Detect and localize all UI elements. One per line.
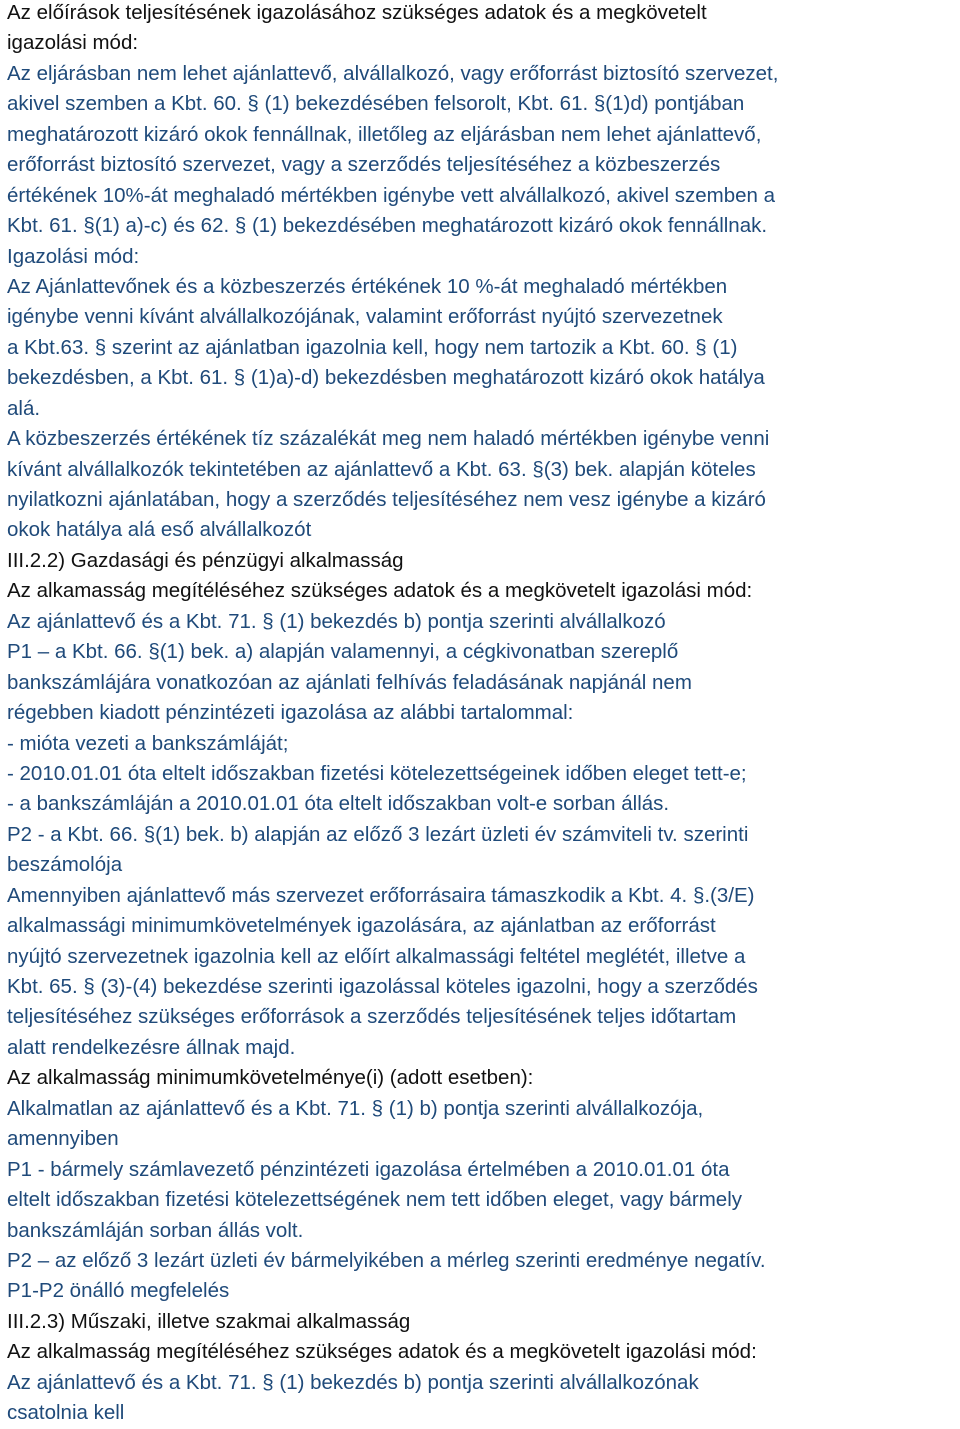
text-line: III.2.3) Műszaki, illetve szakmai alkalmasság [7, 1309, 411, 1333]
text-line: régebben kiadott pénzintézeti igazolása az alábbi tartalommal: [7, 701, 574, 725]
text-line: Alkalmatlan az ajánlattevő és a Kbt. 71. § (1) b) pontja szerinti alvállalkozója, [7, 1096, 704, 1120]
text-line: P2 – az előző 3 lezárt üzleti év bármelyikében a mérleg szerinti eredménye negatív. [7, 1248, 766, 1272]
text-line: alatt rendelkezésre állnak majd. [7, 1035, 296, 1059]
text-line: bekezdésben, a Kbt. 61. § (1)a)-d) bekezdésben meghatározott kizáró okok hatálya [7, 366, 765, 390]
text-line: alkalmassági minimumkövetelmények igazolására, az ajánlatban az erőforrást [7, 914, 716, 938]
text-line: beszámolója [7, 853, 123, 877]
text-line: bankszámlájára vonatkozóan az ajánlati felhívás feladásának napjánál nem [7, 670, 692, 694]
text-line: A közbeszerzés értékének tíz százalékát meg nem haladó mértékben igénybe venni [7, 427, 770, 451]
text-line: P1 – a Kbt. 66. §(1) bek. a) alapján valamennyi, a cégkivonatban szereplő [7, 640, 679, 664]
text-line: csatolnia kell [7, 1401, 125, 1425]
text-line: Kbt. 65. § (3)-(4) bekezdése szerinti igazolással köteles igazolni, hogy a szerződés [7, 975, 758, 998]
text-line: kívánt alvállalkozók tekintetében az ajánlattevő a Kbt. 63. §(3) bek. alapján köteles [7, 457, 756, 481]
text-line: III.2.2) Gazdasági és pénzügyi alkalmasság [7, 548, 404, 572]
text-line: amennyiben [7, 1127, 119, 1151]
text-line: P2 - a Kbt. 66. §(1) bek. b) alapján az előző 3 lezárt üzleti év számviteli tv. szerinti [7, 822, 749, 846]
text-line: értékének 10%-át meghaladó mértékben igénybe vett alvállalkozó, akivel szemben a [7, 183, 776, 207]
text-line: igénybe venni kívánt alvállalkozójának, valamint erőforrást nyújtó szervezetnek [7, 305, 723, 329]
text-line: Az alkalmasság megítéléséhez szükséges adatok és a megkövetelt igazolási mód: [7, 1340, 757, 1364]
text-line: Az eljárásban nem lehet ajánlattevő, alvállalkozó, vagy erőforrást biztosító szervezet, [7, 61, 779, 85]
text-line: Amennyiben ajánlattevő más szervezet erőforrásaira támaszkodik a Kbt. 4. §.(3/E) [7, 883, 755, 907]
text-line: - 2010.01.01 óta eltelt időszakban fizetési kötelezettségeinek időben eleget tett-e; [7, 761, 747, 785]
text-line: Az ajánlattevő és a Kbt. 71. § (1) bekezdés b) pontja szerinti alvállalkozó [7, 609, 666, 633]
text-line: akivel szemben a Kbt. 60. § (1) bekezdésében felsorolt, Kbt. 61. §(1)d) pontjában [7, 92, 745, 116]
text-line: Igazolási mód: [7, 244, 140, 268]
text-line: nyilatkozni ajánlatában, hogy a szerződés teljesítéséhez nem vesz igénybe a kizáró [7, 488, 766, 511]
text-line: meghatározott kizáró okok fennállnak, illetőleg az eljárásban nem lehet ajánlattevő, [7, 122, 762, 146]
text-line: alá. [7, 396, 41, 420]
text-line: a Kbt.63. § szerint az ajánlatban igazolnia kell, hogy nem tartozik a Kbt. 60. § (1) [7, 335, 738, 359]
text-line: teljesítéséhez szükséges erőforrások a szerződés teljesítésének teljes időtartam [7, 1005, 737, 1029]
text-line: nyújtó szervezetnek igazolnia kell az előírt alkalmassági feltétel meglétét, illetve a [7, 944, 746, 968]
text-line: Az ajánlattevő és a Kbt. 71. § (1) bekezdés b) pontja szerinti alvállalkozónak [7, 1370, 699, 1394]
text-line: - a bankszámláján a 2010.01.01 óta eltelt időszakban volt-e sorban állás. [7, 792, 670, 816]
text-line: Az előírások teljesítésének igazolásához szükséges adatok és a megkövetelt [7, 1, 707, 24]
text-line: Az alkamasság megítéléséhez szükséges adatok és a megkövetelt igazolási mód: [7, 579, 753, 603]
text-line: eltelt időszakban fizetési kötelezettségének nem tett időben eleget, vagy bármely [7, 1188, 743, 1212]
text-line: P1-P2 önálló megfelelés [7, 1279, 230, 1303]
text-line: bankszámláján sorban állás volt. [7, 1218, 304, 1242]
text-line: P1 - bármely számlavezető pénzintézeti igazolása értelmében a 2010.01.01 óta [7, 1157, 730, 1181]
text-line: erőforrást biztosító szervezet, vagy a szerződés teljesítéséhez a közbeszerzés [7, 153, 721, 177]
text-line: Kbt. 61. §(1) a)-c) és 62. § (1) bekezdésében meghatározott kizáró okok fennállnak. [7, 214, 768, 238]
text-line: Az alkalmasság minimumkövetelménye(i) (adott esetben): [7, 1066, 534, 1090]
document-page [7, 0, 957, 1429]
text-line: okok hatálya alá eső alvállalkozót [7, 518, 312, 542]
text-line: igazolási mód: [7, 31, 139, 55]
text-line: Az Ajánlattevőnek és a közbeszerzés értékének 10 %-át meghaladó mértékben [7, 274, 728, 298]
text-line: - mióta vezeti a bankszámláját; [7, 731, 289, 755]
